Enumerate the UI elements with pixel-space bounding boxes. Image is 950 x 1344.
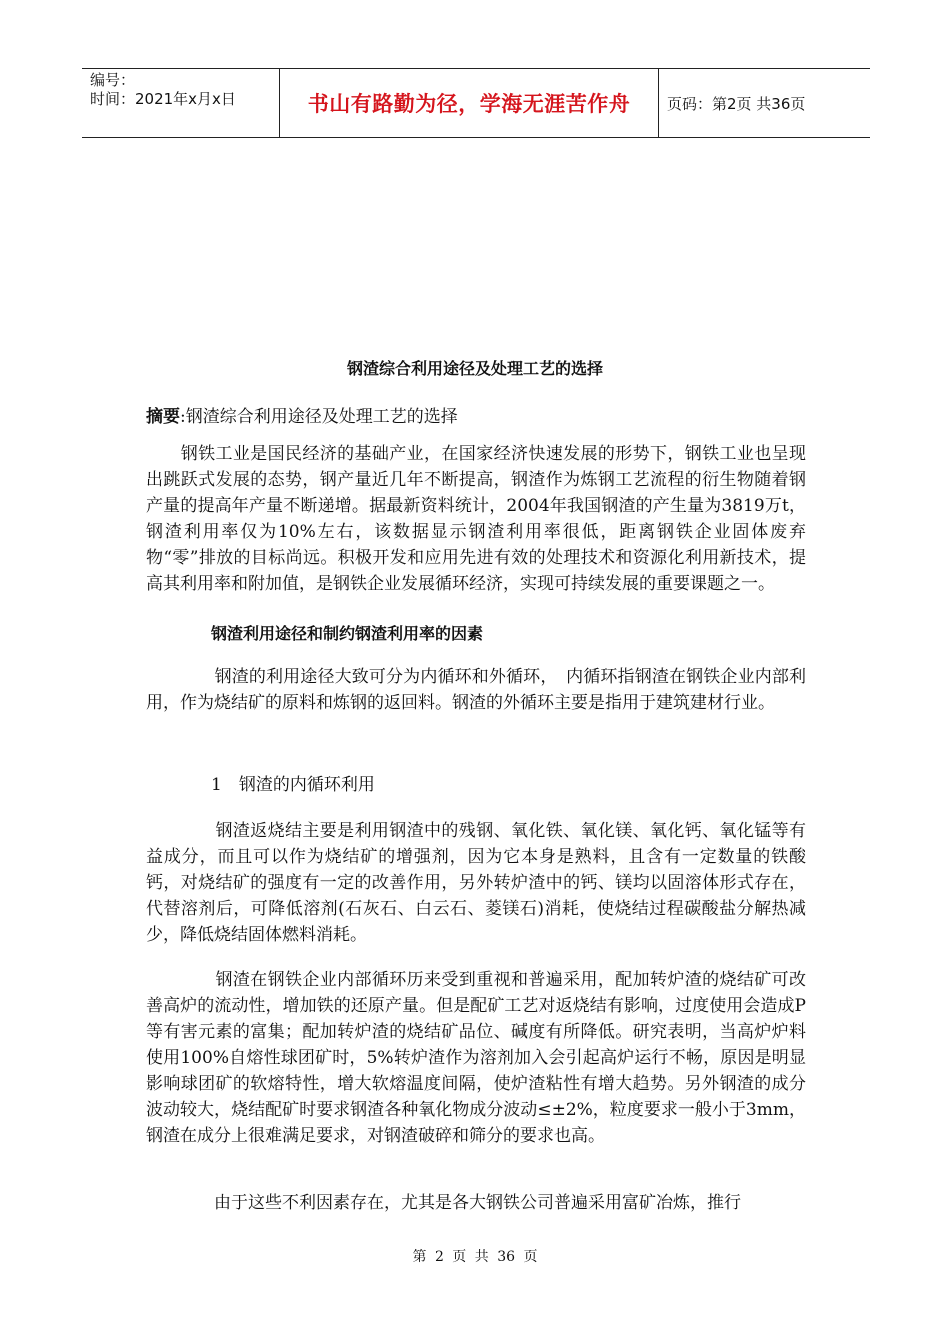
- page-footer: 第 2 页 共 36 页: [412, 1249, 538, 1265]
- time-label: 时间：2021年x月x日: [90, 90, 236, 108]
- number-label: 编号：: [90, 71, 136, 89]
- page-title: 钢渣综合利用途径及处理工艺的选择: [346, 359, 603, 378]
- header-page-info: 页码：第2页 共36页: [667, 94, 806, 113]
- abstract: [146, 402, 458, 427]
- section-paragraph: 钢渣的利用途径大致可分为内循环和外循环， 内循环指钢渣在钢铁企业内部利用，作为烧结矿的原料和炼钢的返回料。钢渣的外循环主要是指用于建筑建材行业。: [146, 667, 806, 713]
- abstract-label: 摘要: [146, 407, 180, 427]
- header-motto: 书山有路勤为径，学海无涯苦作舟: [280, 69, 659, 137]
- header-meta: [82, 69, 280, 137]
- document-header: [82, 68, 870, 138]
- paragraph-last: 由于这些不利因素存在，尤其是各大钢铁公司普遍采用富矿冶炼，推行: [146, 1193, 741, 1213]
- paragraph-recycling: 钢渣在钢铁企业内部循环历来受到重视和普遍采用，配加转炉渣的烧结矿可改善高炉的流动性，增加铁的还原产量。但是配矿工艺对返烧结有影响，过度使用会造成P等有害元素的富集；配加转炉渣的烧结矿品位、碱度有所降低。研究表明，当高炉炉料使用100%自熔性球团矿时，5%转炉渣作为溶剂加入会引起高炉运行不畅，原因是明显影响球团矿的软熔特性，增大软熔温度间隔，使炉渣粘性有增大趋势。另外钢渣的成分波动较大，烧结配矿时要求钢渣各种氧化物成分波动≤±2%，粒度要求一般小于3mm，钢渣在成分上很难满足要求，对钢渣破碎和筛分的要求也高。: [146, 970, 806, 1146]
- item-heading-1: 1 钢渣的内循环利用: [211, 775, 375, 795]
- paragraph-sintering: 钢渣返烧结主要是利用钢渣中的残钢、氧化铁、氧化镁、氧化钙、氧化锰等有益成分，而且可以作为烧结矿的增强剂，因为它本身是熟料，且含有一定数量的铁酸钙，对烧结矿的强度有一定的改善作用，另外转炉渣中的钙、镁均以固溶体形式存在，代替溶剂后，可降低溶剂(石灰石、白云石、菱镁石)消耗，使烧结过程碳酸盐分解热减少，降低烧结固体燃料消耗。: [146, 821, 806, 945]
- abstract-text: :钢渣综合利用途径及处理工艺的选择: [180, 407, 458, 427]
- section-heading: 钢渣利用途径和制约钢渣利用率的因素: [211, 624, 484, 643]
- intro-paragraph: 钢铁工业是国民经济的基础产业，在国家经济快速发展的形势下，钢铁工业也呈现出跳跃式发展的态势，钢产量近几年不断提高，钢渣作为炼钢工艺流程的衍生物随着钢产量的提高年产量不断递增。据最新资料统计，2004年我国钢渣的产生量为3819万t，钢渣利用率仅为10%左右，该数据显示钢渣利用率很低，距离钢铁企业固体废弃物“零”排放的目标尚远。积极开发和应用先进有效的处理技术和资源化利用新技术，提高其利用率和附加值，是钢铁企业发展循环经济，实现可持续发展的重要课题之一。: [146, 444, 806, 594]
